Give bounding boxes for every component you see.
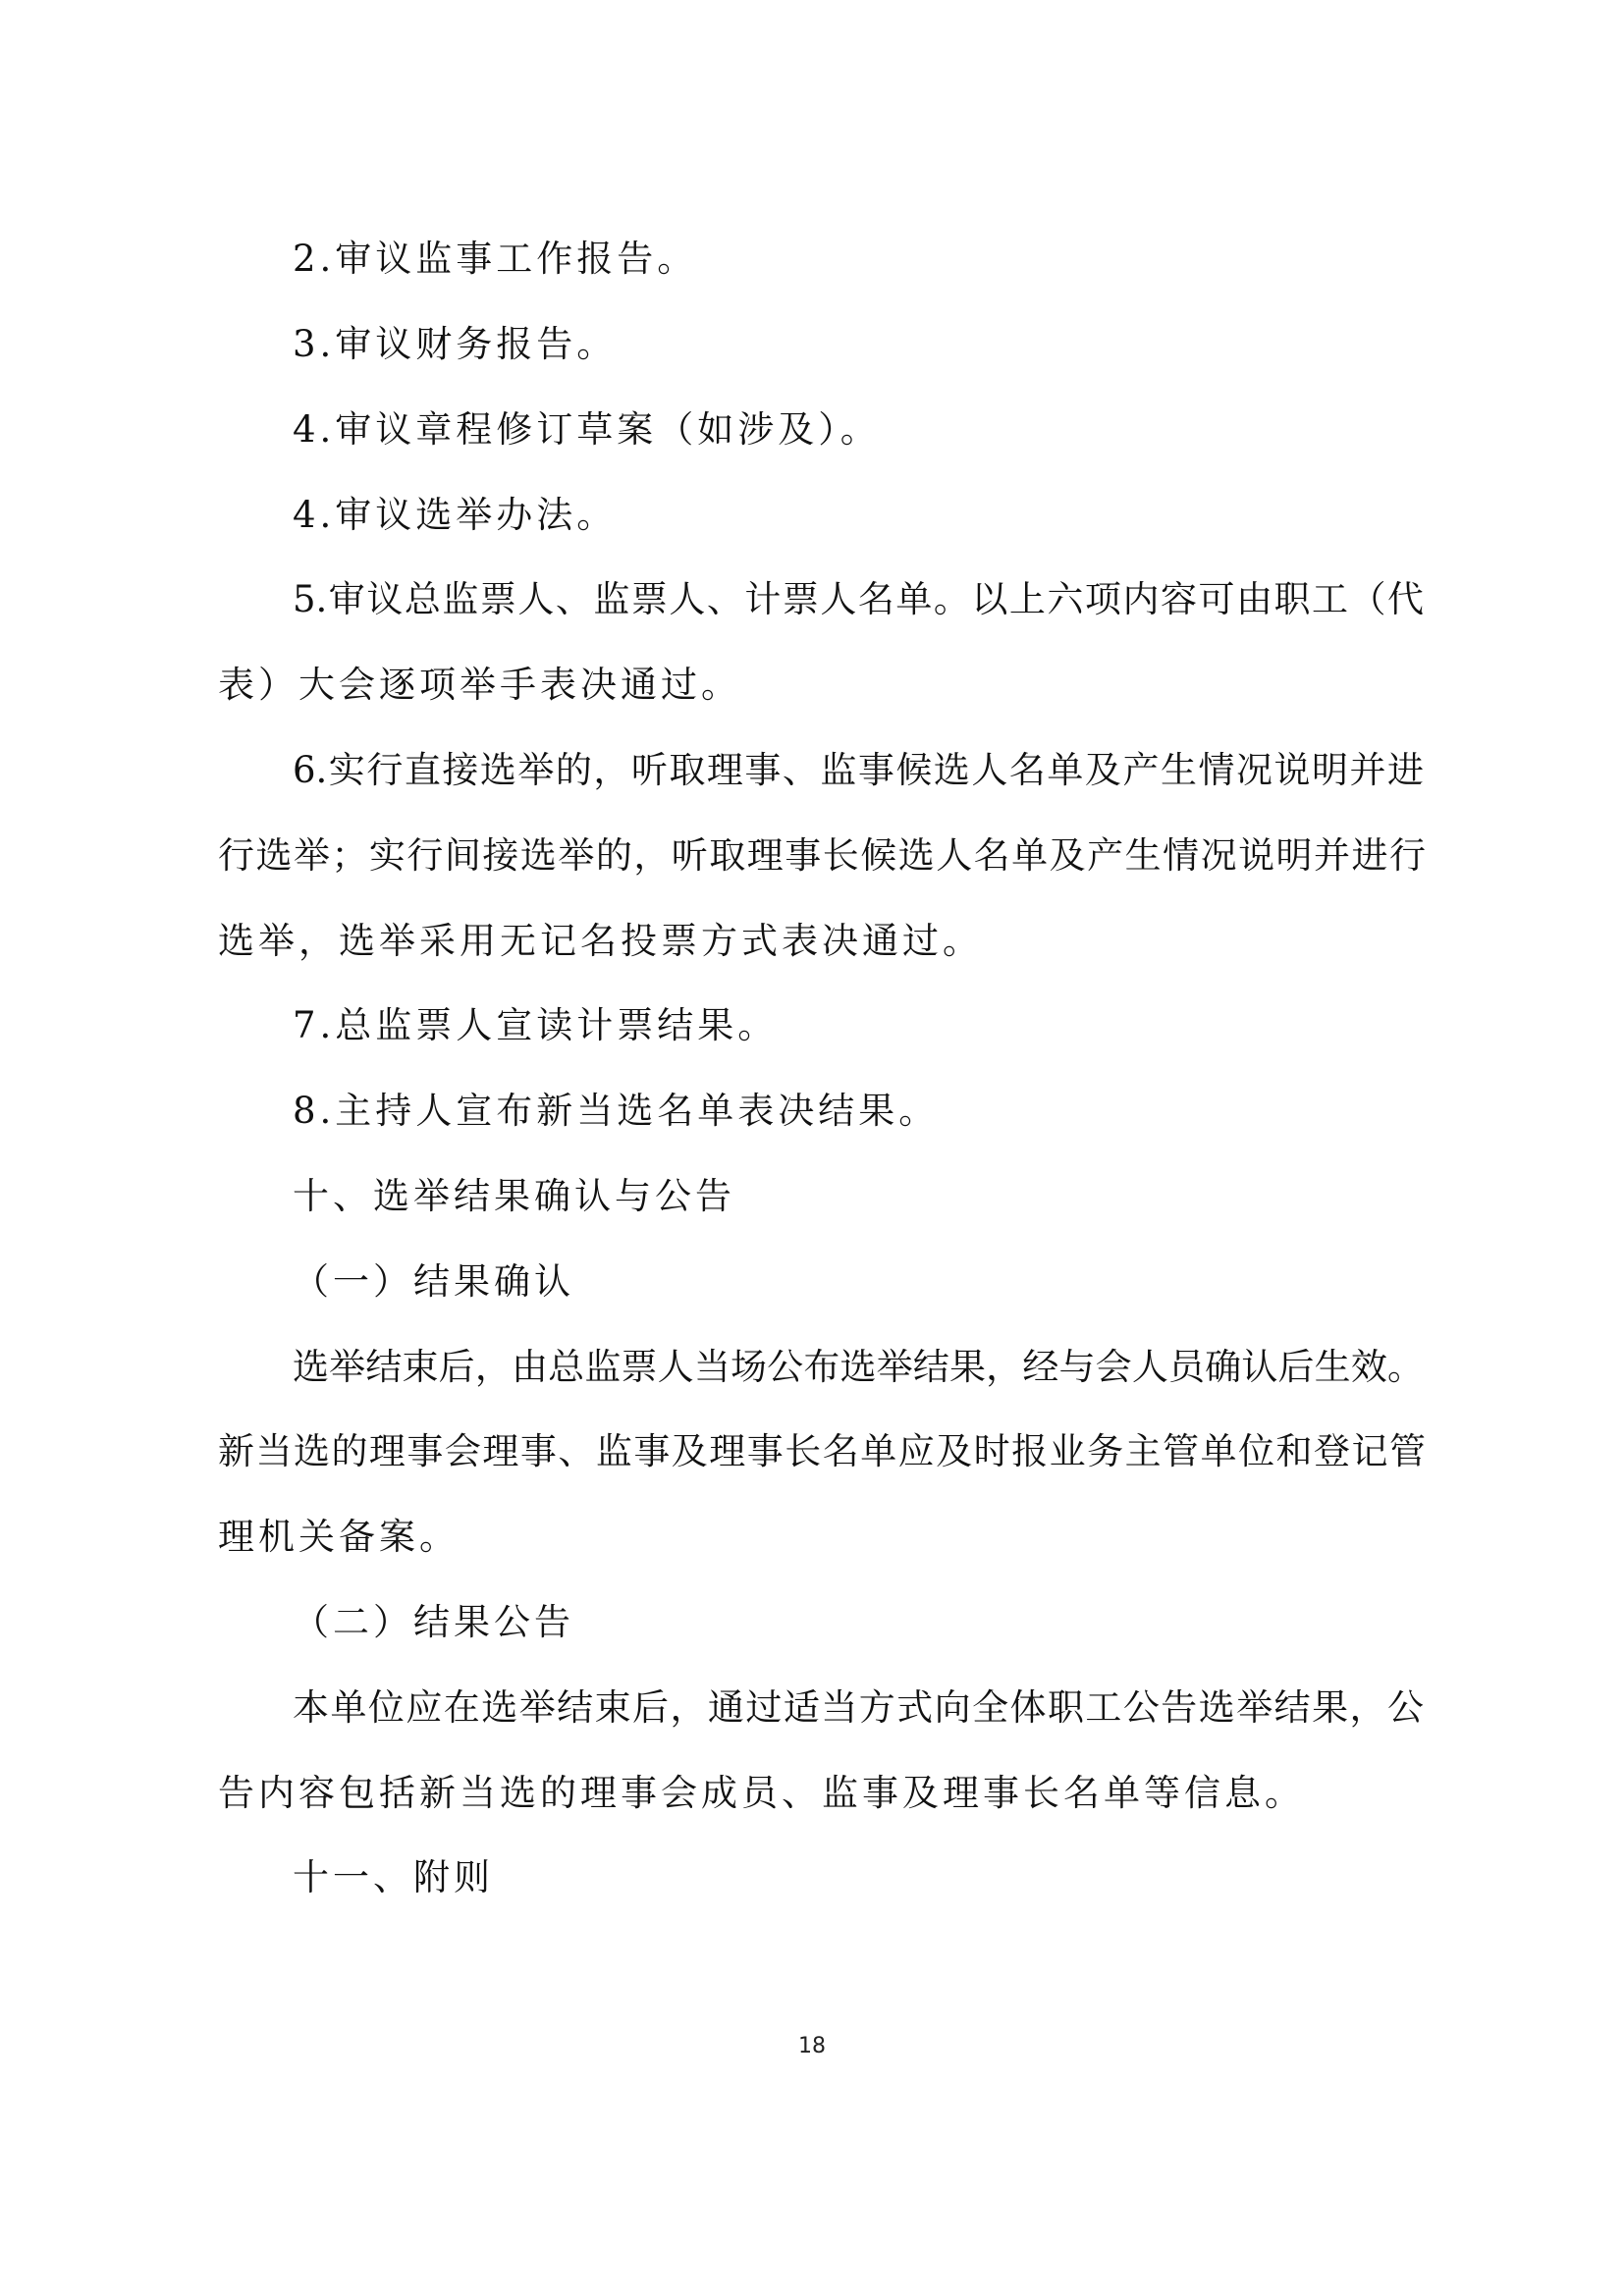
text-line: 5.审议总监票人、监票人、计票人名单。以上六项内容可由职工（代 — [293, 578, 1424, 620]
section-heading: 十一、附则 — [293, 1856, 494, 1898]
page-number: 18 — [798, 2034, 826, 2058]
subsection-heading: （二）结果公告 — [293, 1601, 574, 1643]
text-line: 表）大会逐项举手表决通过。 — [218, 664, 741, 706]
text-line: 4.审议章程修订草案（如涉及）。 — [293, 408, 881, 451]
text-line: 2.审议监事工作报告。 — [293, 238, 698, 280]
text-line: 理机关备案。 — [218, 1516, 460, 1558]
text-line: 7.总监票人宣读计票结果。 — [293, 1004, 779, 1046]
section-heading: 十、选举结果确认与公告 — [293, 1175, 735, 1217]
text-line: 3.审议财务报告。 — [293, 323, 618, 365]
text-line: 8.主持人宣布新当选名单表决结果。 — [293, 1090, 940, 1132]
text-line: 行选举；实行间接选举的，听取理事长候选人名单及产生情况说明并进行 — [218, 834, 1426, 877]
text-line: 本单位应在选举结束后，通过适当方式向全体职工公告选举结果，公 — [293, 1686, 1424, 1729]
text-line: 6.实行直接选举的，听取理事、监事候选人名单及产生情况说明并进 — [293, 749, 1424, 791]
text-line: 新当选的理事会理事、监事及理事长名单应及时报业务主管单位和登记管 — [218, 1430, 1426, 1472]
text-line: 选举结束后，由总监票人当场公布选举结果，经与会人员确认后生效。 — [293, 1346, 1424, 1388]
text-line: 选举，选举采用无记名投票方式表决通过。 — [218, 920, 983, 962]
text-line: 4.审议选举办法。 — [293, 494, 618, 536]
text-line: 告内容包括新当选的理事会成员、监事及理事长名单等信息。 — [218, 1772, 1305, 1814]
subsection-heading: （一）结果确认 — [293, 1260, 574, 1303]
